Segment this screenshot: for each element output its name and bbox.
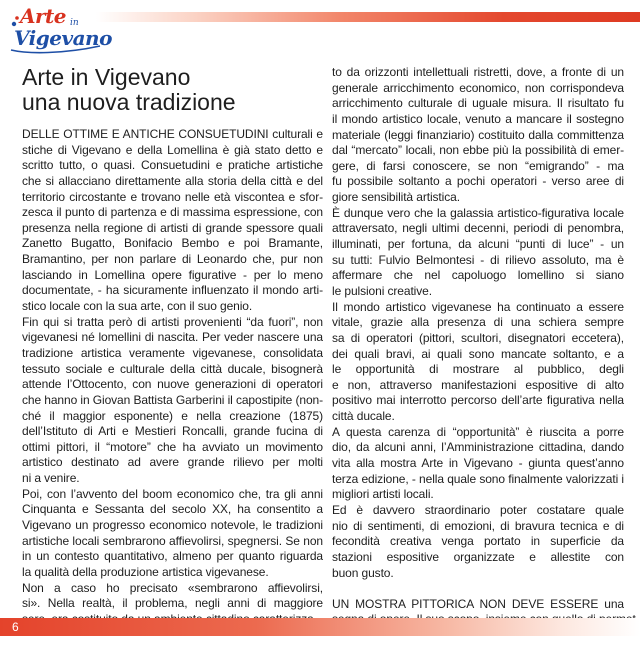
- left-column-line: scritto tutto, o quasi. Consuetudini e pratiche artistiche: [22, 158, 323, 173]
- logo-word-in: in: [70, 18, 79, 28]
- right-column-line: positivo mai interrotto percorso dell’arte figurativa nella: [332, 393, 624, 408]
- right-column-line: vita alla mostra Arte in Vigevano - giunta quest’anno: [332, 456, 624, 471]
- left-column-line: stico locale con la sua arte, con il suo genio.: [22, 299, 253, 314]
- right-column-line: buon gusto.: [332, 565, 394, 580]
- left-column-line: dell’Istituto di Arti e Mestieri Roncalli, grande fucina di: [22, 424, 323, 439]
- article-title-line-2: una nuova tradizione: [22, 89, 236, 115]
- left-column-line: in un contesto quantitativo, almeno per quanto riguarda: [22, 549, 323, 564]
- left-column-line: attende l’Ottocento, con nuove generazioni di operatori: [22, 377, 323, 392]
- right-column-line: fecondità creativa venga portato in superficie da: [332, 534, 624, 549]
- article-title-line-1: Arte in Vigevano: [22, 64, 191, 90]
- right-column-line: Ed è davvero straordinario poter costatare quale: [332, 502, 624, 517]
- left-column-line: si». Nella realtà, il problema, negli anni di maggiore: [22, 596, 323, 611]
- right-column-line: città ducale.: [332, 409, 395, 424]
- left-column-line: artistico destinato ad avere grande rilievo per molti: [22, 455, 323, 470]
- left-text-column: [22, 127, 323, 628]
- left-column-line: ottimi pittori, il “motore” che ha avviato un movimento: [22, 439, 323, 454]
- left-column-line: presenza nella regione di artisti di grande spessore quali: [22, 220, 323, 235]
- right-column-line: UN MOSTRA PITTORICA NON DEVE ESSERE una: [332, 596, 624, 611]
- left-column-line: tessuto sociale e culturale della città ducale, bisognerà: [22, 361, 323, 376]
- left-column-line: ché il maggior esponente) e nella creazione (1875): [22, 408, 323, 423]
- logo-word-vigevano: Vigevano: [14, 26, 112, 50]
- left-column-line: Non a caso ho precisato «sembrarono affievolirsi,: [22, 580, 323, 595]
- right-column-line: stazioni espositive organizzate e allestite con: [332, 549, 624, 564]
- right-column-line: le pulsioni creative.: [332, 283, 432, 298]
- right-column-line: dio, da alcuni anni, l’Amministrazione cittadina, dando: [332, 440, 624, 455]
- logo-word-arte: Arte: [20, 4, 67, 28]
- right-column-line: terza edizione, - nella quale sono finalmente valorizzati i: [332, 471, 624, 486]
- right-column-line: attraversato, negli ultimi decenni, periodi di penombra,: [332, 221, 624, 236]
- right-column-line: sa di operatori (pittori, scultori, disegnatori eccetera),: [332, 330, 624, 345]
- right-column-line: generale arricchimento economico, non corrispondeva: [332, 80, 624, 95]
- right-column-line: affermare che nel capoluogo lomellino si siano: [332, 268, 624, 283]
- right-column-line: nio di sentimenti, di emozioni, di bravura tecnica e di: [332, 518, 624, 533]
- header-gradient-bar: [96, 12, 640, 22]
- arte-in-vigevano-logo: [8, 4, 112, 56]
- left-column-line: che hanno in Giovan Battista Garberini il capostipite (non-: [22, 392, 323, 407]
- right-column-line: giore sensibilità artistica.: [332, 190, 460, 205]
- right-text-column: [332, 65, 624, 628]
- left-column-line: stiche di Vigevano e della Lomellina è già stato detto e: [22, 142, 323, 157]
- page-number: 6: [12, 620, 19, 634]
- left-column-line: ni a venire.: [22, 471, 80, 486]
- left-column-line: artistiche locali sembrarono affievolirsi, spegnersi. Se non: [22, 533, 323, 548]
- left-column-line: Poi, con l’avvento del boom economico che, tra gli anni: [22, 486, 323, 501]
- right-column-line: materiale (leggi finanziario) costituito dalla committenza: [332, 127, 624, 142]
- right-column-line: su tutti: Fulvio Belmontesi - di rilievo assoluto, ma è: [332, 252, 624, 267]
- left-column-line: territorio circostante e trovano nelle età viscontea e sfor-: [22, 189, 323, 204]
- right-column-line: dal “mercato” locali, non ebbe più la possibilità di emer-: [332, 143, 624, 158]
- left-column-line: vigevanesi né lomellini di nascita. Per veder nascere una: [22, 330, 323, 345]
- right-column-line: Il mondo artistico vigevanese ha continuato a essere: [332, 299, 624, 314]
- right-column-line: dei quali bravi, ai quali sono mancate soltanto, e a: [332, 346, 624, 361]
- right-column-line: illuminati, per fortuna, da alcuni “punti di luce” - un: [332, 237, 624, 252]
- right-column-line: arricchimento culturale di uguale misura. Il risultato fu: [332, 96, 624, 111]
- right-column-line: È dunque vero che la galassia artistico-figurativa locale: [332, 205, 624, 220]
- left-column-line: DELLE OTTIME E ANTICHE CONSUETUDINI culturali e: [22, 127, 323, 141]
- left-column-line: Cinquanta e Sessanta del secolo XX, ha consentito a: [22, 502, 323, 517]
- right-column-line: migliori artisti locali.: [332, 487, 434, 502]
- left-column-line: documentate, - ha sicuramente influenzato il mondo arti-: [22, 283, 323, 298]
- right-column-line: il mondo artistico locale, venuto a mancare il sostegno: [332, 111, 624, 126]
- left-column-line: Zanetto Bugatto, Bonifacio Bembo e poi Bramante,: [22, 236, 323, 251]
- left-column-line: lasciando in Lomellina opere figurative - per lo meno: [22, 267, 323, 282]
- left-column-line: tradizione artistica veramente vigevanese, consolidata: [22, 345, 323, 360]
- right-column-line: fu possibile soltanto a pochi operatori - verso aree di: [332, 174, 624, 189]
- right-column-line: gere, di farsi conoscere, se non “emigrando” - ma: [332, 158, 624, 173]
- right-column-line: e non, attraverso manifestazioni espositive di alto: [332, 377, 624, 392]
- right-column-line: A questa carenza di “opportunità” è riuscita a porre: [332, 424, 624, 439]
- left-column-line: che si allacciano direttamente alla storia della città e del: [22, 173, 323, 188]
- footer-gradient-bar: [0, 618, 640, 636]
- right-column-line: to da orizzonti intellettuali ristretti, dove, a fronte di un: [332, 65, 624, 79]
- right-column-line: [332, 581, 624, 597]
- left-column-line: Bramantino, per non parlare di Leonardo che, pur non: [22, 252, 323, 267]
- right-column-line: le opportunità di mostrare al pubblico, degli: [332, 362, 624, 377]
- article-title: [22, 65, 322, 115]
- right-column-line: vitale, grazie alla presenza di una schiera sempre: [332, 315, 624, 330]
- left-column-line: la qualità della produzione artistica vigevanese.: [22, 564, 269, 579]
- left-column-line: Vigevano un progresso economico notevole, le tradizioni: [22, 518, 323, 533]
- left-column-line: zesca il punto di partenza e di massima espressione, con: [22, 205, 323, 220]
- left-column-line: Fin qui si tratta però di artisti provenienti “da fuori”, non: [22, 314, 323, 329]
